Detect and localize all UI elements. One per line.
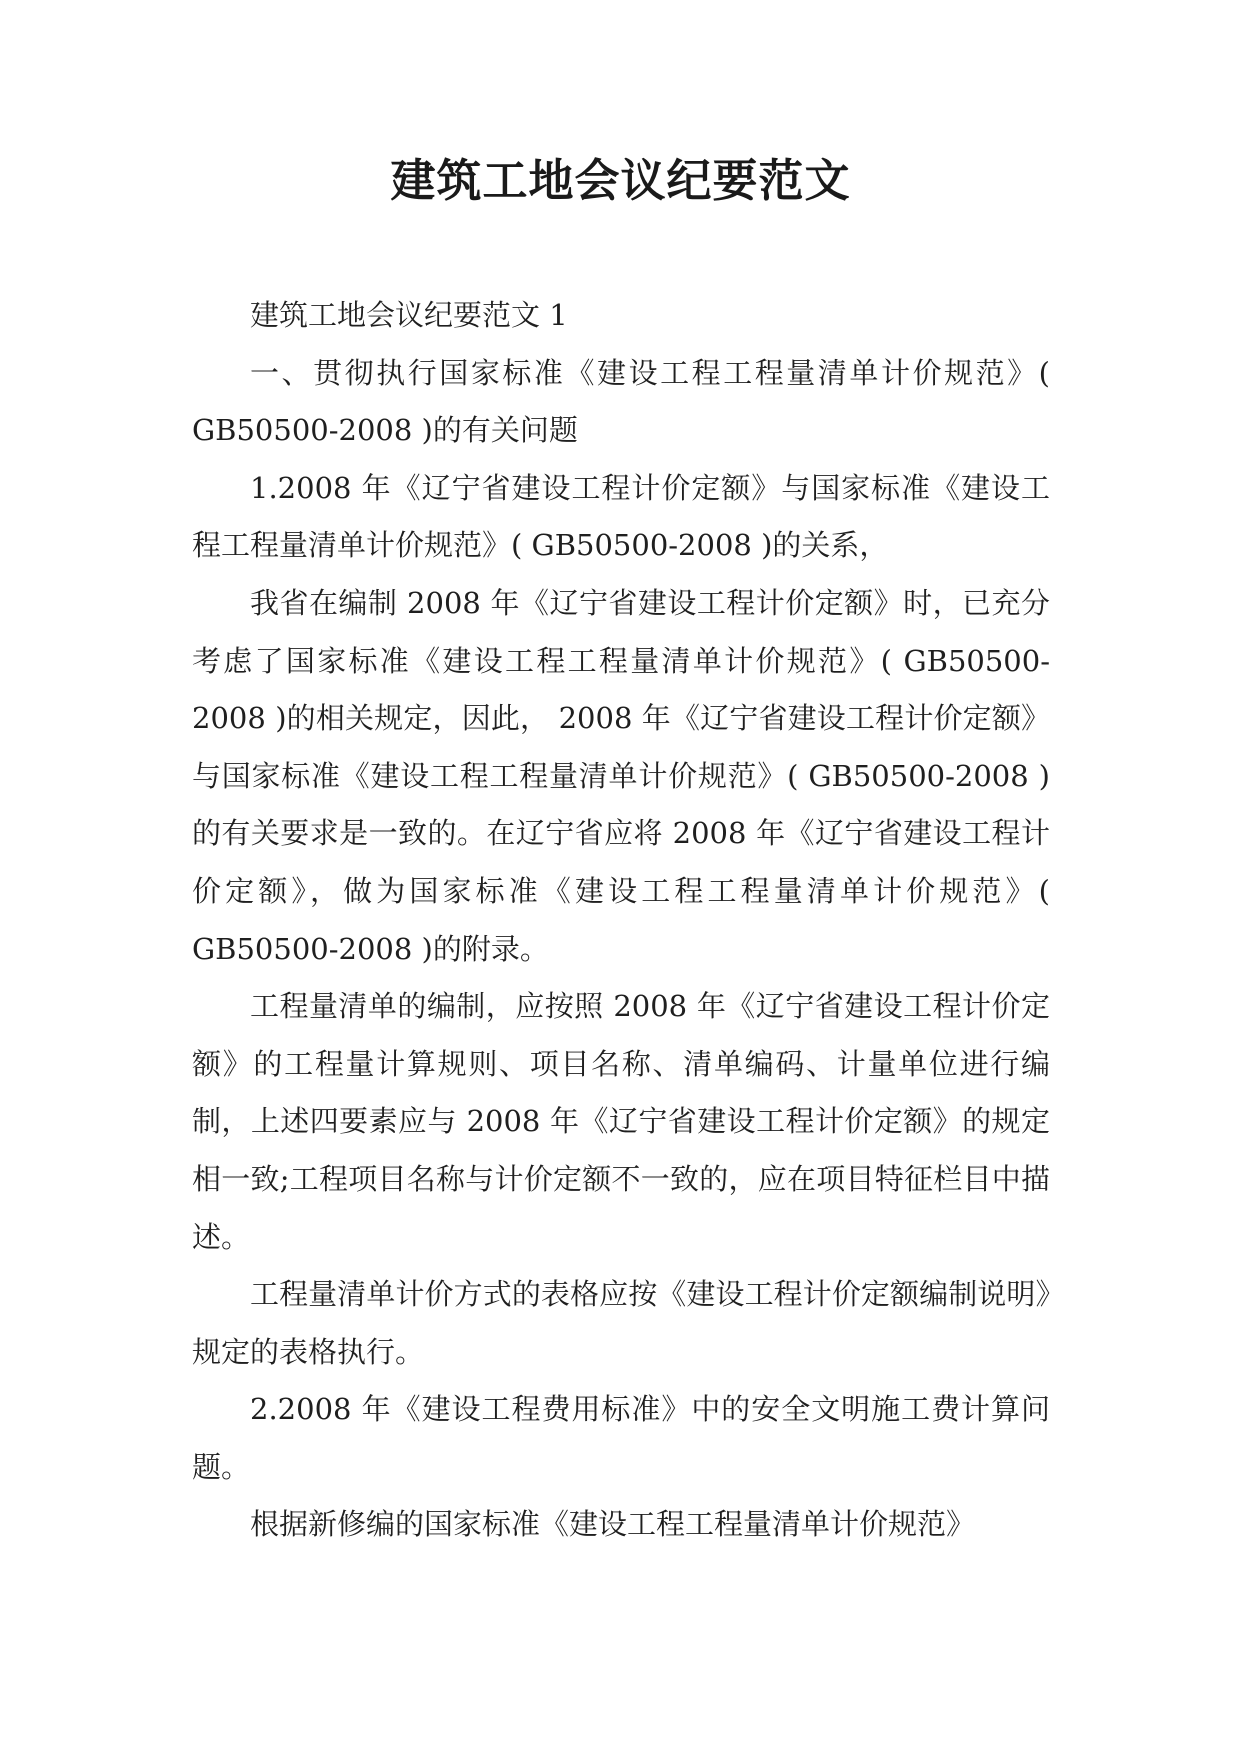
- paragraph: 一、贯彻执行国家标准《建设工程工程量清单计价规范》( GB50500-2008 )的有关问题: [192, 355, 1050, 448]
- paragraph: 建筑工地会议纪要范文 1: [250, 298, 568, 332]
- paragraph: 我省在编制 2008 年《辽宁省建设工程计价定额》时，已充分考虑了国家标准《建设工程工程量清单计价规范》( GB50500-2008 )的相关规定，因此， 2008 年《辽宁省建设工程计价定额》与国家标准《建设工程工程量清单计价规范》( GB50500-2008 )的有关要求是一致的。在辽宁省应将 2008 年《辽宁省建设工程计价定额》，做为国家标准《建设工程工程量清单计价规范》( GB50500-2008 )的附录。: [192, 585, 1050, 966]
- paragraph: 根据新修编的国家标准《建设工程工程量清单计价规范》: [250, 1507, 976, 1542]
- paragraph: 1.2008 年《辽宁省建设工程计价定额》与国家标准《建设工程工程量清单计价规范》( GB50500-2008 )的关系，: [192, 470, 1050, 563]
- paragraph: 2.2008 年《建设工程费用标准》中的安全文明施工费计算问题。: [192, 1392, 1050, 1484]
- paragraph: 工程量清单的编制，应按照 2008 年《辽宁省建设工程计价定额》的工程量计算规则、项目名称、清单编码、计量单位进行编制，上述四要素应与 2008 年《辽宁省建设工程计价定额》的规定相一致;工程项目名称与计价定额不一致的，应在项目特征栏目中描述。: [192, 989, 1050, 1254]
- paragraph: 工程量清单计价方式的表格应按《建设工程计价定额编制说明》规定的表格执行。: [192, 1277, 1050, 1369]
- document-title: 建筑工地会议纪要范文: [390, 154, 851, 207]
- document-body: [192, 287, 1050, 1554]
